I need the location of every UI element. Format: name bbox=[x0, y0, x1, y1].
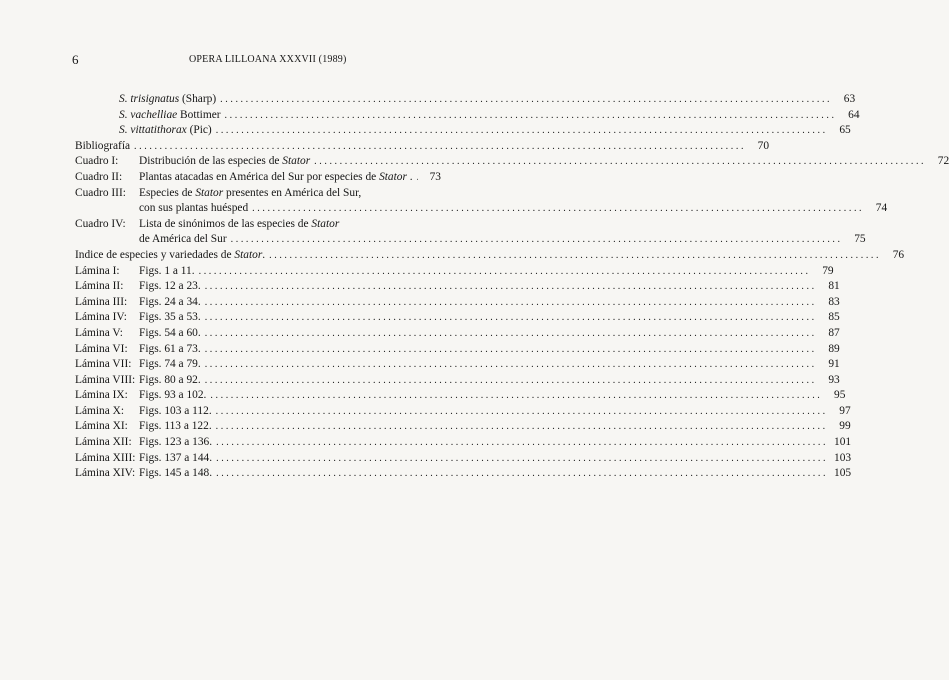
species-name: S. trisignatus bbox=[119, 93, 180, 105]
toc-entry bbox=[75, 264, 834, 280]
species-author: (Pic) bbox=[186, 124, 212, 137]
leader-dots: ........................................................................................................................ bbox=[204, 359, 817, 371]
table-label: Cuadro I: bbox=[75, 155, 119, 168]
text: . bbox=[406, 170, 413, 183]
leader-dots bbox=[417, 170, 418, 185]
toc-entry-text bbox=[139, 186, 361, 201]
toc-entry bbox=[75, 419, 851, 435]
genus-name: Stator bbox=[282, 155, 311, 168]
leader-dots: ........................................................................................................................ bbox=[204, 312, 817, 324]
toc-entry bbox=[75, 295, 840, 311]
toc-entry bbox=[75, 154, 949, 170]
leader-dots: ........................................................................................................................ bbox=[216, 468, 829, 480]
toc-entry bbox=[75, 451, 852, 467]
leader-dots: ........................................................................................................................ bbox=[198, 265, 811, 277]
toc-entry-continuation bbox=[75, 201, 888, 217]
genus-name: Stator bbox=[379, 170, 407, 183]
table-label: Cuadro III: bbox=[75, 186, 126, 199]
leader-dots: ........................................................................................................................ bbox=[210, 390, 823, 402]
toc-entry bbox=[75, 342, 840, 358]
text: presentes en América del Sur, bbox=[223, 186, 362, 199]
plate-figures: Figs. 80 a 92. bbox=[139, 373, 201, 386]
leader-dots: ........................................................................................................................ bbox=[314, 156, 927, 168]
toc-entry bbox=[75, 170, 441, 186]
plate-figures: Figs. 123 a 136. bbox=[139, 436, 213, 449]
plate-label: Lámina IV: bbox=[75, 311, 127, 324]
toc-entry bbox=[75, 435, 852, 451]
toc-page-number: 105 bbox=[834, 467, 852, 480]
toc-entry-continuation bbox=[75, 232, 866, 248]
toc-entry bbox=[75, 404, 851, 420]
plate-label: Lámina V: bbox=[75, 326, 123, 339]
toc-entry bbox=[75, 326, 840, 342]
plate-label: Lámina XIII: bbox=[75, 451, 136, 464]
page-number: 6 bbox=[72, 52, 79, 67]
toc-entry-text bbox=[139, 170, 413, 185]
toc-entry-text bbox=[119, 123, 212, 138]
toc-page-number: 97 bbox=[839, 404, 851, 417]
toc-entry-text: con sus plantas huésped bbox=[139, 202, 249, 215]
toc-page-number: 64 bbox=[848, 108, 860, 121]
toc-entry-text bbox=[75, 248, 265, 263]
toc-page-number: 63 bbox=[843, 93, 856, 105]
toc-entry-text bbox=[139, 154, 310, 169]
leader-dots: ........................................................................................................................ bbox=[204, 343, 817, 355]
table-of-contents bbox=[75, 92, 949, 482]
leader-dots: ........................................................................................................................ bbox=[269, 249, 882, 261]
plate-figures: Figs. 24 a 34. bbox=[139, 295, 201, 308]
toc-page-number: 75 bbox=[854, 233, 866, 246]
text: Lista de sinónimos de las especies de bbox=[139, 217, 312, 230]
text: Indice de especies y variedades de bbox=[75, 248, 235, 261]
plate-figures: Figs. 113 a 122. bbox=[139, 420, 212, 433]
plate-figures: Figs. 12 a 23. bbox=[139, 280, 201, 293]
toc-page-number: 74 bbox=[875, 202, 888, 215]
species-name: S. vachelliae bbox=[119, 108, 178, 121]
plate-figures: Figs. 74 a 79. bbox=[139, 358, 201, 371]
leader-dots: ........................................................................................................................ bbox=[216, 452, 829, 464]
toc-page-number: 93 bbox=[828, 373, 840, 386]
leader-dots: ........................................................................................................................ bbox=[204, 281, 817, 293]
toc-entry bbox=[75, 139, 770, 155]
plate-figures: Figs. 54 a 60. bbox=[139, 326, 201, 339]
plate-label: Lámina VII: bbox=[75, 358, 132, 371]
toc-page-number: 65 bbox=[839, 124, 851, 137]
toc-entry-text bbox=[119, 92, 216, 107]
plate-label: Lámina II: bbox=[75, 280, 124, 293]
leader-dots: ........................................................................................................................ bbox=[204, 374, 817, 386]
toc-entry bbox=[75, 92, 856, 108]
toc-page-number: 87 bbox=[828, 326, 840, 339]
plate-figures: Figs. 145 a 148. bbox=[139, 467, 213, 480]
toc-page-number: 101 bbox=[834, 436, 852, 449]
toc-page-number: 70 bbox=[757, 139, 770, 152]
plate-figures: Figs. 103 a 112. bbox=[139, 404, 212, 417]
plate-figures: Figs. 1 a 11. bbox=[139, 264, 195, 277]
species-author: (Sharp) bbox=[179, 93, 217, 105]
leader-dots: ........................................................................................................................ bbox=[252, 203, 865, 215]
text: . bbox=[262, 248, 266, 261]
toc-entry-text: Bibliografía bbox=[75, 139, 131, 152]
toc-page-number: 76 bbox=[892, 248, 905, 261]
text: Distribución de las especies de bbox=[139, 155, 283, 168]
toc-entry bbox=[75, 279, 840, 295]
genus-name: Stator bbox=[311, 217, 340, 230]
leader-dots: ........................................................................................................................ bbox=[220, 94, 833, 105]
toc-page-number: 91 bbox=[828, 358, 840, 371]
genus-name: Stator bbox=[195, 186, 224, 199]
leader-dots: ........................................................................................................................ bbox=[215, 421, 828, 433]
plate-figures: Figs. 137 a 144. bbox=[139, 451, 213, 464]
toc-page-number: 72 bbox=[937, 155, 949, 168]
plate-label: Lámina XII: bbox=[75, 436, 132, 449]
toc-page-number: 81 bbox=[828, 280, 840, 293]
text: Plantas atacadas en América del Sur por especies de bbox=[139, 170, 380, 183]
toc-page-number: 79 bbox=[822, 264, 834, 277]
running-title: OPERA LILLOANA XXXVII (1989) bbox=[189, 54, 347, 65]
toc-page-number: 85 bbox=[828, 311, 840, 324]
toc-entry bbox=[75, 186, 441, 202]
leader-dots: ........................................................................................................................ bbox=[204, 327, 817, 339]
species-author: Bottimer bbox=[177, 108, 221, 121]
toc-entry bbox=[75, 466, 852, 482]
toc-entry-text bbox=[139, 217, 339, 232]
leader-dots: ........................................................................................................................ bbox=[216, 437, 829, 449]
leader-dots: ........................................................................................................................ bbox=[215, 405, 828, 417]
toc-entry bbox=[75, 388, 846, 404]
leader-dots: ........................................................................................................................ bbox=[134, 140, 747, 152]
species-name: S. vittatithorax bbox=[119, 124, 187, 137]
plate-label: Lámina III: bbox=[75, 295, 128, 308]
plate-label: Lámina XI: bbox=[75, 420, 128, 433]
toc-page-number: 95 bbox=[834, 389, 846, 402]
toc-entry-text bbox=[119, 108, 221, 123]
toc-page-number: 99 bbox=[839, 420, 851, 433]
table-label: Cuadro II: bbox=[75, 170, 123, 183]
toc-entry bbox=[75, 373, 840, 389]
toc-page-number: 83 bbox=[828, 295, 840, 308]
genus-name: Stator bbox=[234, 248, 263, 261]
toc-entry bbox=[75, 310, 840, 326]
leader-dots: ........................................................................................................................ bbox=[215, 125, 828, 137]
plate-label: Lámina I: bbox=[75, 264, 120, 277]
toc-entry bbox=[75, 108, 860, 124]
toc-page-number: 73 bbox=[429, 170, 441, 183]
leader-dots: ........................................................................................................................ bbox=[224, 109, 837, 121]
plate-label: Lámina IX: bbox=[75, 389, 128, 402]
toc-page-number: 89 bbox=[828, 342, 840, 355]
plate-figures: Figs. 35 a 53. bbox=[139, 311, 201, 324]
plate-figures: Figs. 61 a 73. bbox=[139, 342, 201, 355]
toc-entry bbox=[75, 357, 840, 373]
plate-label: Lámina VI: bbox=[75, 342, 128, 355]
plate-label: Lámina X: bbox=[75, 404, 125, 417]
plate-label: Lámina VIII: bbox=[75, 373, 136, 386]
table-label: Cuadro IV: bbox=[75, 217, 126, 230]
text: Especies de bbox=[139, 186, 196, 199]
toc-entry-text: de América del Sur bbox=[139, 233, 227, 246]
plate-figures: Figs. 93 a 102. bbox=[139, 389, 207, 402]
toc-entry bbox=[75, 217, 441, 233]
toc-entry bbox=[75, 123, 851, 139]
toc-entry bbox=[75, 248, 905, 264]
leader-dots: ........................................................................................................................ bbox=[204, 296, 817, 308]
plate-label: Lámina XIV: bbox=[75, 467, 136, 480]
toc-page-number: 103 bbox=[834, 451, 852, 464]
leader-dots: ........................................................................................................................ bbox=[230, 234, 843, 246]
